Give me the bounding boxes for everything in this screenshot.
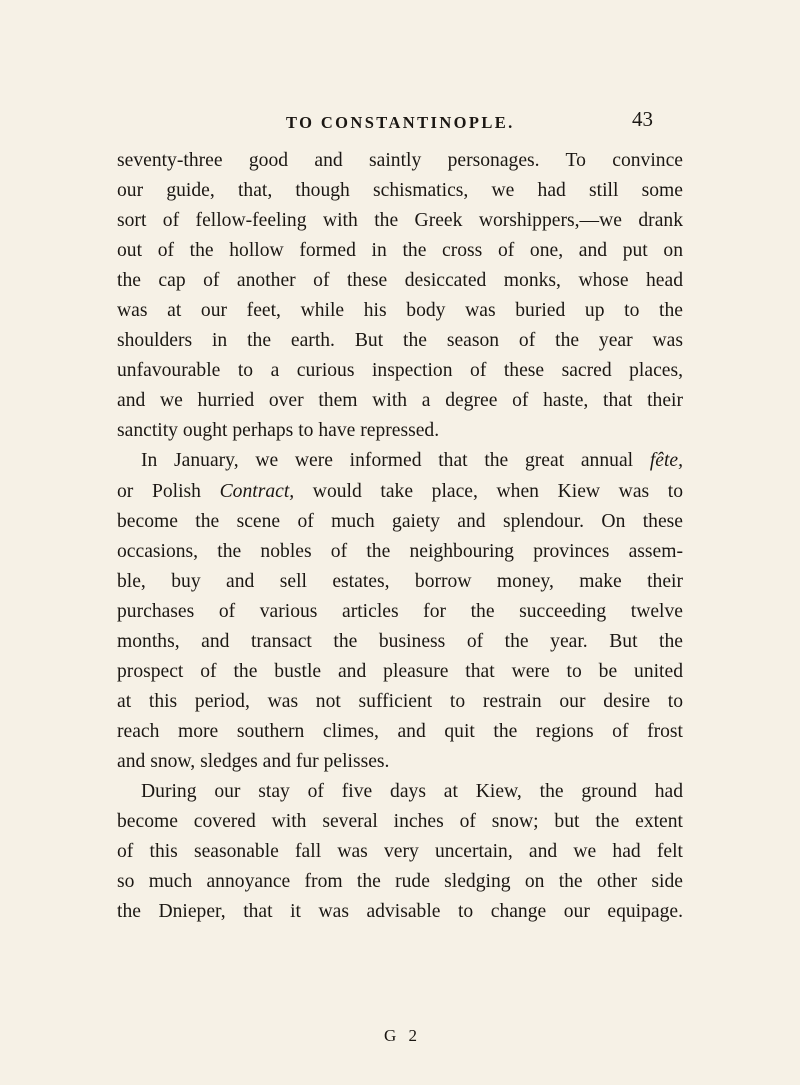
text-line: at this period, was not sufficient to restrain our desire to: [117, 690, 683, 712]
text-line: prospect of the bustle and pleasure that were to be united: [117, 660, 683, 682]
signature-mark: G 2: [384, 1026, 422, 1045]
text-line: [117, 477, 683, 507]
text-line: sanctity ought perhaps to have repressed.: [117, 420, 440, 442]
body-text: [117, 146, 683, 927]
text-line: months, and transact the business of the year. But the: [117, 630, 683, 652]
text-line: our guide, that, though schismatics, we had still some: [117, 180, 683, 202]
text-line: the Dnieper, that it was advisable to change our equipage.: [117, 901, 683, 923]
text-line: become the scene of much gaiety and splendour. On these: [117, 510, 683, 532]
page-number: 43: [632, 107, 653, 131]
text-line-paragraph-start: During our stay of five days at Kiew, the ground had: [141, 780, 683, 802]
text-line: reach more southern climes, and quit the regions of frost: [117, 720, 683, 742]
running-title: TO CONSTANTINOPLE.: [286, 113, 515, 132]
text-line: the cap of another of these desiccated monks, whose head: [117, 270, 683, 292]
text-line: seventy-three good and saintly personages. To convince: [117, 150, 683, 171]
text-line: ble, buy and sell estates, borrow money, make their: [117, 570, 683, 592]
text-line: out of the hollow formed in the cross of one, and put on: [117, 240, 683, 262]
text-segment: would take place, when Kiew was to: [294, 480, 684, 502]
text-line: sort of fellow-feeling with the Greek worshippers,—we drank: [117, 210, 683, 232]
text-line: of this seasonable fall was very uncertain, and we had felt: [117, 841, 683, 863]
text-line: become covered with several inches of snow; but the extent: [117, 811, 683, 833]
italic-fete: fête,: [649, 450, 683, 472]
text-segment: or Polish: [117, 480, 220, 502]
text-line: unfavourable to a curious inspection of these sacred places,: [117, 360, 683, 382]
text-line: occasions, the nobles of the neighbouring provinces assem-: [117, 540, 683, 562]
text-line: shoulders in the earth. But the season of the year was: [117, 330, 683, 352]
text-line: and snow, sledges and fur pelisses.: [117, 750, 390, 772]
text-line: purchases of various articles for the succeeding twelve: [117, 600, 683, 622]
running-head: [0, 107, 800, 137]
italic-contract: Contract,: [219, 480, 295, 502]
text-line: was at our feet, while his body was buried up to the: [117, 300, 683, 322]
text-line-paragraph-start: [117, 446, 683, 476]
text-line: and we hurried over them with a degree of haste, that their: [117, 390, 683, 412]
text-line: so much annoyance from the rude sledging on the other side: [117, 871, 683, 893]
text-segment: In January, we were informed that the great annual: [141, 450, 650, 472]
